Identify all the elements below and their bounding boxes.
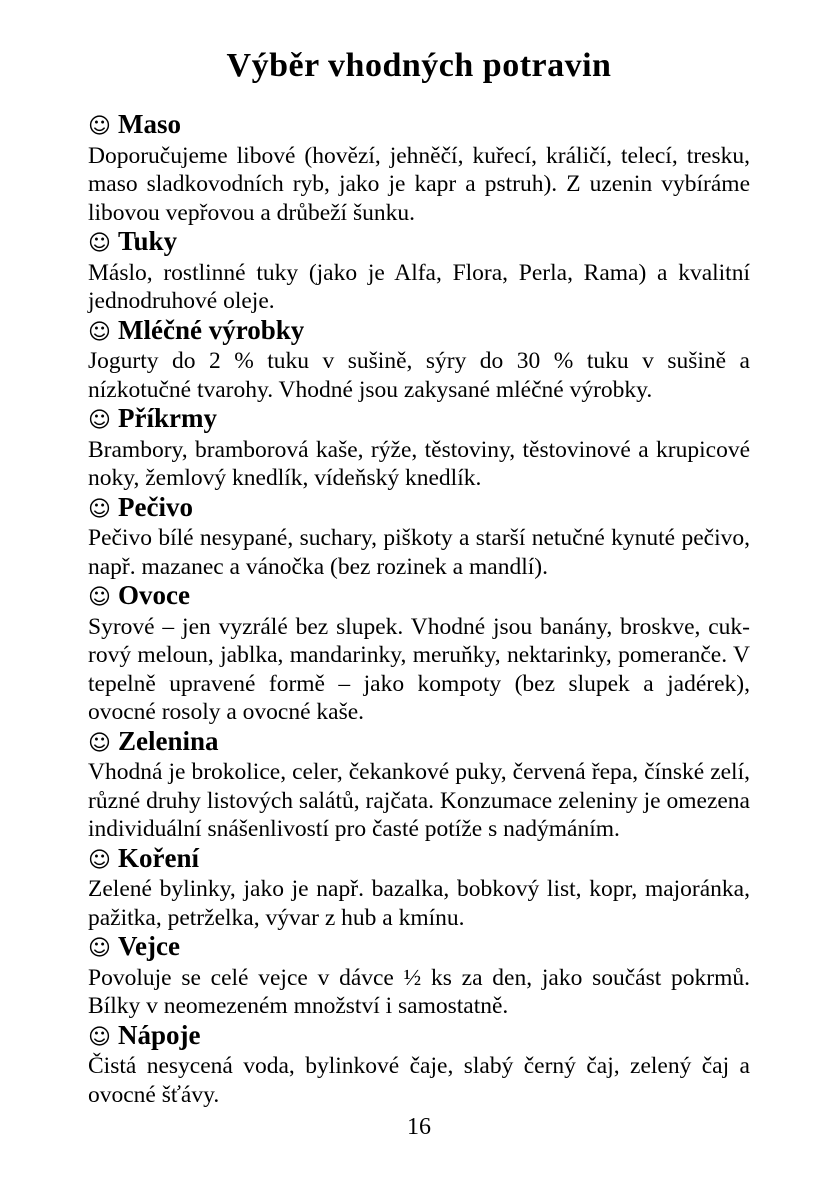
section-heading xyxy=(88,932,750,964)
page-title: Výběr vhodných potravin xyxy=(226,47,612,84)
section-heading-label: Vejce xyxy=(118,931,180,961)
section-prikrmy xyxy=(88,404,750,493)
section-body: Čistá nesycená voda, bylinkové čaje, slabý černý čaj, zelený čaj a ovocné šťávy. xyxy=(88,1053,750,1108)
smiley-icon: ☺ xyxy=(88,936,111,961)
smiley-icon: ☺ xyxy=(88,1024,111,1050)
smiley-icon: ☺ xyxy=(88,585,111,610)
section-heading xyxy=(88,404,750,436)
section-heading-label: Mléčné výrobky xyxy=(118,314,305,345)
section-maso xyxy=(88,110,750,227)
section-body: Vhodná je brokolice, celer, čekankové puky, červená řepa, čínské zelí, různé druhy listových salátů, rajčata. Konzumace zeleniny je omezena individuální snášenlivostí pro časté potíže s nadýmáním. xyxy=(88,759,750,842)
smiley-icon: ☺ xyxy=(88,408,111,433)
page-number: 16 xyxy=(407,1114,431,1140)
section-heading xyxy=(88,227,750,259)
content-area xyxy=(88,110,750,1109)
section-body: Brambory, bramborová kaše, rýže, těstoviny, těstovinové a krupicové noky, žemlový knedlík, vídeňský knedlík. xyxy=(88,436,750,491)
smiley-icon: ☺ xyxy=(88,847,111,873)
section-heading xyxy=(88,493,750,525)
section-body: Jogurty do 2 % tuku v sušině, sýry do 30 % tuku v sušině a nízkotučné tvarohy. Vhodné jsou zakysané mléčné výrobky. xyxy=(88,348,750,403)
section-heading xyxy=(88,727,750,759)
smiley-icon: ☺ xyxy=(88,496,111,522)
section-heading xyxy=(88,581,750,613)
section-napoje xyxy=(88,1021,750,1110)
section-vejce xyxy=(88,932,750,1021)
smiley-icon: ☺ xyxy=(88,319,111,345)
section-zelenina xyxy=(88,727,750,844)
section-tuky xyxy=(88,227,750,316)
section-heading-label: Nápoje xyxy=(118,1019,201,1050)
smiley-icon: ☺ xyxy=(88,231,111,256)
section-body: Pečivo bílé nesypané, suchary, piškoty a starší netučné kynuté pečivo, např. mazanec a vánočka (bez rozinek a mandlí). xyxy=(88,525,750,580)
section-heading xyxy=(88,1021,750,1053)
section-body: Doporučujeme libové (hovězí, jehněčí, kuřecí, králičí, telecí, tresku, maso sladkovodních ryb, jako je kapr a pstruh). Z uzenin vybíráme libovou vepřovou a drůbeží šunku. xyxy=(88,142,750,226)
smiley-icon: ☺ xyxy=(88,114,111,139)
section-heading-label: Zelenina xyxy=(118,725,219,756)
section-body: Povoluje se celé vejce v dávce ½ ks za den, jako součást pokrmů. Bílky v neomezeném množství i samostatně. xyxy=(88,964,750,1019)
section-heading-label: Ovoce xyxy=(118,580,190,610)
section-mlecne-vyrobky xyxy=(88,316,750,405)
section-heading xyxy=(88,844,750,876)
section-heading-label: Tuky xyxy=(118,226,178,256)
smiley-icon: ☺ xyxy=(88,730,111,756)
section-koreni xyxy=(88,844,750,933)
section-heading-label: Koření xyxy=(118,842,199,873)
section-heading-label: Maso xyxy=(118,109,181,139)
section-pecivo xyxy=(88,493,750,582)
section-body: Syrové – jen vyzrálé bez slupek. Vhodné jsou banány, broskve, cukrový meloun, jablka, mandarinky, meruňky, nektarinky, pomeranče. V tepelně upravené formě – jako kompoty (bez slupek a jadérek), ovocné rosoly a ovocné kaše. xyxy=(88,613,750,725)
section-heading-label: Příkrmy xyxy=(118,403,217,433)
section-body: Máslo, rostlinné tuky (jako je Alfa, Flora, Perla, Rama) a kvalitní jednodruhové oleje. xyxy=(88,259,750,314)
section-ovoce xyxy=(88,581,750,727)
section-heading xyxy=(88,316,750,348)
section-body: Zelené bylinky, jako je např. bazalka, bobkový list, kopr, majoránka, pažitka, petrželka, vývar z hub a kmínu. xyxy=(88,876,750,931)
section-heading-label: Pečivo xyxy=(118,491,193,522)
section-heading xyxy=(88,110,750,142)
